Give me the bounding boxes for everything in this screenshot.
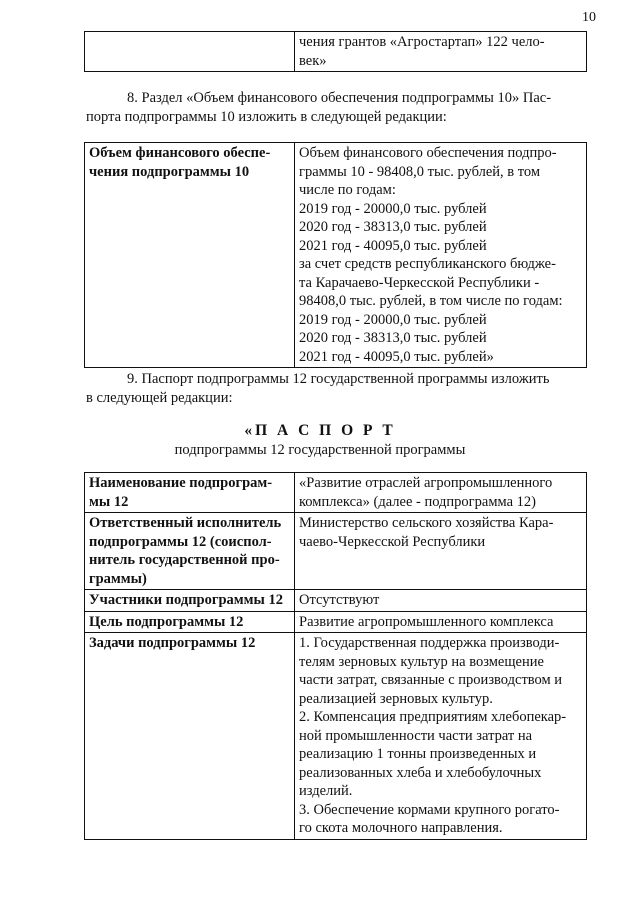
row-value-cell	[295, 611, 587, 633]
text-line: Цель подпрограммы 12	[89, 613, 244, 630]
text-line: чения грантов «Агростартап» 122 чело-	[299, 34, 545, 50]
text-line: 2021 год - 40095,0 тыс. рублей»	[299, 348, 494, 365]
text-line: чения подпрограммы 10	[89, 163, 250, 180]
text-line: 98408,0 тыс. рублей, в том числе по годам:	[299, 293, 563, 309]
text-line: Объем финансового обеспечения подпро-	[299, 145, 557, 161]
paragraph-9	[86, 370, 584, 407]
row-value-cell	[295, 513, 587, 590]
table-row	[85, 513, 587, 590]
empty-cell	[85, 32, 295, 72]
row-label-cell	[85, 473, 295, 513]
text-line: Ответственный исполнитель	[89, 515, 282, 531]
text-line: Задачи подпрограммы 12	[89, 635, 256, 651]
text-line: та Карачаево-Черкесской Республики -	[299, 274, 540, 291]
text-line: Наименование подпрограм-	[89, 475, 273, 491]
text-line: числе по годам:	[299, 182, 396, 198]
continuation-table	[84, 31, 587, 72]
row-value-cell	[295, 633, 587, 840]
text-line: реализацией зерновых культур.	[299, 690, 493, 707]
text-line: го скота молочного направления.	[299, 820, 503, 836]
paragraph-8	[86, 89, 584, 126]
text-line: 2021 год - 40095,0 тыс. рублей	[299, 237, 487, 254]
row-label-cell	[85, 590, 295, 612]
table-row	[85, 473, 587, 513]
table-row	[85, 32, 587, 72]
text-line: Объем финансового обеспе-	[89, 145, 271, 161]
text-line: подпрограммы 12 (соиспол-	[89, 533, 272, 550]
table-row	[85, 611, 587, 633]
text-line: 2. Компенсация предприятиям хлебопекар-	[299, 709, 567, 725]
passport-table	[84, 472, 587, 840]
text-line: 2020 год - 38313,0 тыс. рублей	[299, 330, 487, 346]
table-row	[85, 143, 587, 368]
text-line: 9. Паспорт подпрограммы 12 государственной программы изложить	[127, 371, 550, 387]
passport-title: «П А С П О Р Т	[244, 422, 396, 439]
table-row	[85, 633, 587, 840]
text-line: век»	[299, 52, 327, 69]
text-line: граммы 10 - 98408,0 тыс. рублей, в том	[299, 163, 541, 180]
text-line: граммы)	[89, 570, 147, 587]
row-value-cell	[295, 473, 587, 513]
text-line: мы 12	[89, 493, 129, 510]
text-line: части затрат, связанные с производством и	[299, 672, 563, 688]
text-line: изделий.	[299, 783, 353, 799]
text-line: Участники подпрограммы 12	[89, 592, 283, 608]
text-line: в следующей редакции:	[86, 389, 233, 406]
text-line: «Развитие отраслей агропромышленного	[299, 475, 553, 491]
text-line: Министерство сельского хозяйства Кара-	[299, 515, 554, 531]
text-line: Отсутствуют	[299, 592, 380, 608]
row-label-cell	[85, 611, 295, 633]
passport-subtitle: подпрограммы 12 государственной программы	[174, 442, 466, 458]
text-line: ной промышленности части затрат на	[299, 727, 533, 744]
text-line: 2020 год - 38313,0 тыс. рублей	[299, 219, 487, 235]
text-line: 2019 год - 20000,0 тыс. рублей	[299, 311, 487, 328]
row-label-cell	[85, 513, 295, 590]
text-line: 8. Раздел «Объем финансового обеспечения подпрограммы 10» Пас-	[127, 90, 552, 106]
text-line: реализованных хлеба и хлебобулочных	[299, 764, 542, 781]
page-number: 10	[582, 10, 596, 25]
text-line: Развитие агропромышленного комплекса	[299, 613, 554, 630]
text-line: телям зерновых культур на возмещение	[299, 653, 544, 670]
finance-value-cell	[295, 143, 587, 368]
row-value-cell	[295, 590, 587, 612]
finance-label-cell	[85, 143, 295, 368]
text-line: чаево-Черкесской Республики	[299, 533, 486, 550]
text-line: нитель государственной про-	[89, 552, 280, 568]
text-line: порта подпрограммы 10 изложить в следующей редакции:	[86, 108, 447, 125]
text-line: за счет средств республиканского бюдже-	[299, 256, 556, 272]
text-line: комплекса» (далее - подпрограмма 12)	[299, 493, 536, 510]
row-label-cell	[85, 633, 295, 840]
text-line: реализацию 1 тонны произведенных и	[299, 746, 537, 762]
text-line: 2019 год - 20000,0 тыс. рублей	[299, 200, 487, 217]
finance-table	[84, 142, 587, 368]
text-line: 3. Обеспечение кормами крупного рогато-	[299, 801, 560, 818]
text-line: 1. Государственная поддержка производи-	[299, 635, 560, 651]
table-row	[85, 590, 587, 612]
continuation-cell	[295, 32, 587, 72]
